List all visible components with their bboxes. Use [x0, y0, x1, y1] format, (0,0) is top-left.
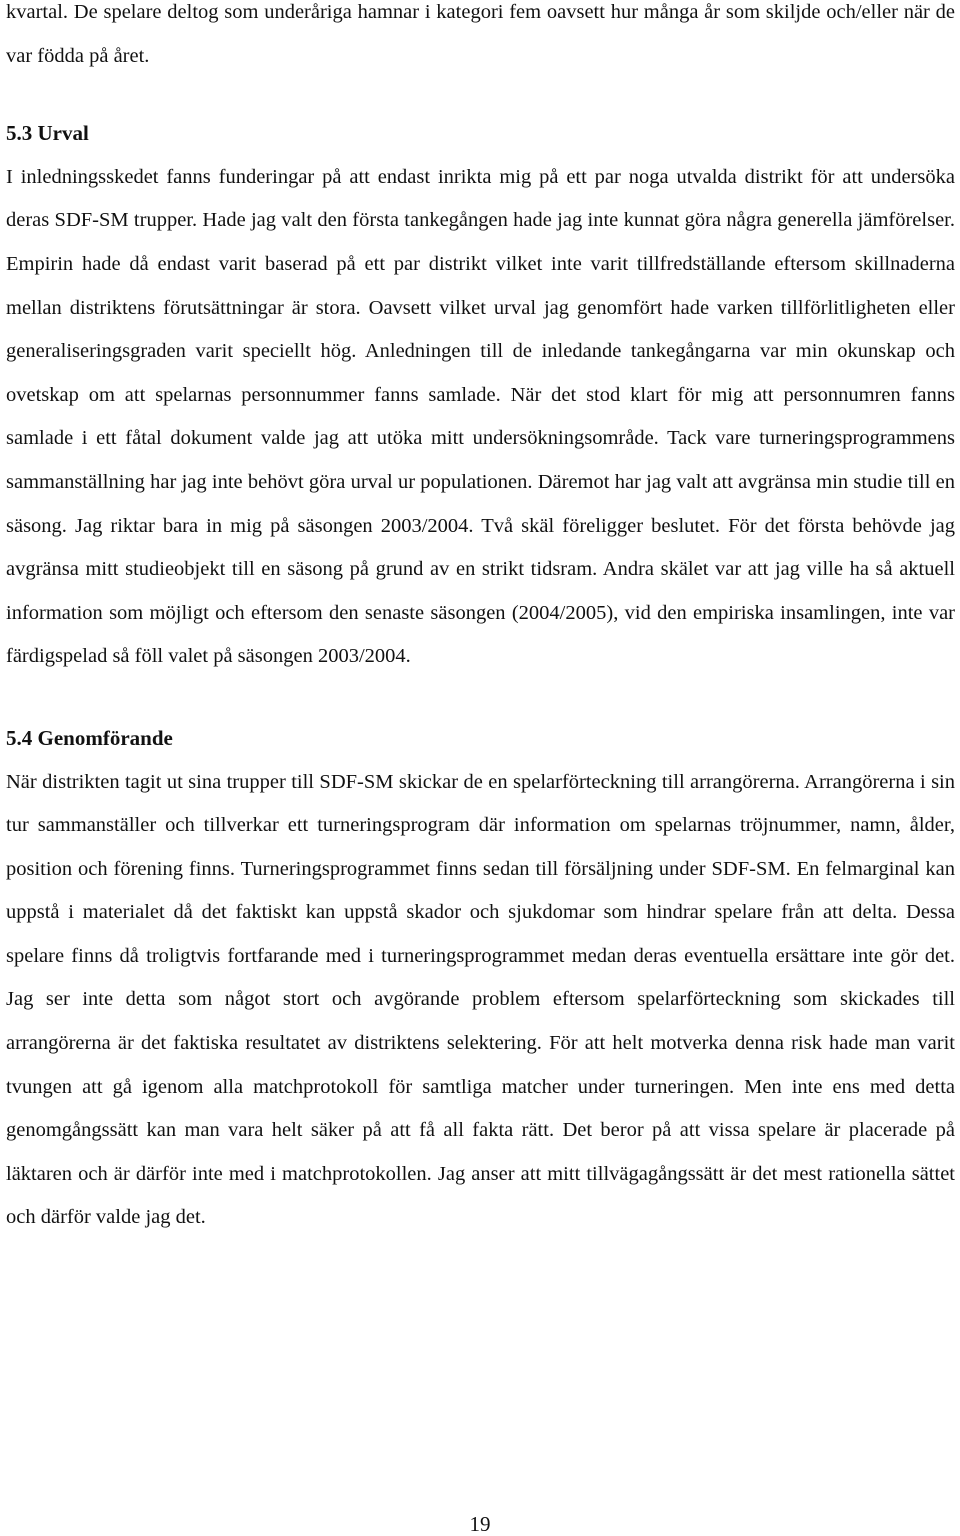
page-number: 19: [469, 1512, 491, 1536]
section-heading-genomforande: 5.4 Genomförande: [6, 725, 173, 750]
document-page: [6, 0, 955, 1240]
section-heading-urval: 5.3 Urval: [6, 121, 89, 146]
genomforande-paragraph: När distrikten tagit ut sina trupper till SDF-SM skickar de en spelarförteckning till arrangörerna. Arrangörerna i sin tur sammanställer och tillverkar ett turneringsprogram där information om spelarnas tröjnummer, namn, ålder, position och förening finns. Turneringsprogrammet finns sedan till försäljning under SDF-SM. En felmarginal kan uppstå i materialet då det faktiskt kan uppstå skador och sjukdomar som hindrar spelare från att delta. Dessa spelare finns då troligtvis fortfarande med i turneringsprogrammet medan deras eventuella ersättare inte gör det. Jag ser inte detta som något stort och avgörande problem eftersom spelarförteckning som skickades till arrangörerna är det faktiska resultatet av distriktens selektering. För att helt motverka denna risk hade man varit tvungen att gå igenom alla matchprotokoll för samtliga matcher under turneringen. Men inte ens med detta genomgångssätt kan man vara helt säker på att få all fakta rätt. Det beror på att vissa spelare är placerade på läktaren och är därför inte med i matchprotokollen. Jag anser att mitt tillvägagångssätt är det mest rationella sättet och därför valde jag det.: [6, 770, 955, 1229]
urval-paragraph: I inledningsskedet fanns funderingar på att endast inrikta mig på ett par noga utvalda distrikt för att undersöka deras SDF-SM trupper. Hade jag valt den första tankegången hade jag inte kunnat göra några generella jämförelser. Empirin hade då endast varit baserad på ett par distrikt vilket inte varit tillfredställande eftersom skillnaderna mellan distriktens förutsättningar är stora. Oavsett vilket urval jag genomfört hade varken tillförlitligheten eller generaliseringsgraden varit speciellt hög. Anledningen till de inledande tankegångarna var min okunskap och ovetskap om att spelarnas personnummer fanns samlade. När det stod klart för mig att personnumren fanns samlade i ett fåtal dokument valde jag att utöka mitt undersökningsområde. Tack vare turneringsprogrammens sammanställning har jag inte behövt göra urval ur populationen. Däremot har jag valt att avgränsa min studie till en säsong. Jag riktar bara in mig på säsongen 2003/2004. Två skäl föreligger beslutet. För det första behövde jag avgränsa mitt studieobjekt till en säsong på grund av en strikt tidsram. Andra skälet var att jag ville ha så aktuell information som möjligt och eftersom den senaste säsongen (2004/2005), vid den empiriska insamlingen, inte var färdigspelad så föll valet på säsongen 2003/2004.: [6, 165, 955, 668]
intro-paragraph: kvartal. De spelare deltog som underåriga hamnar i kategori fem oavsett hur många år som skiljde och/eller när de var födda på året.: [6, 1, 955, 67]
